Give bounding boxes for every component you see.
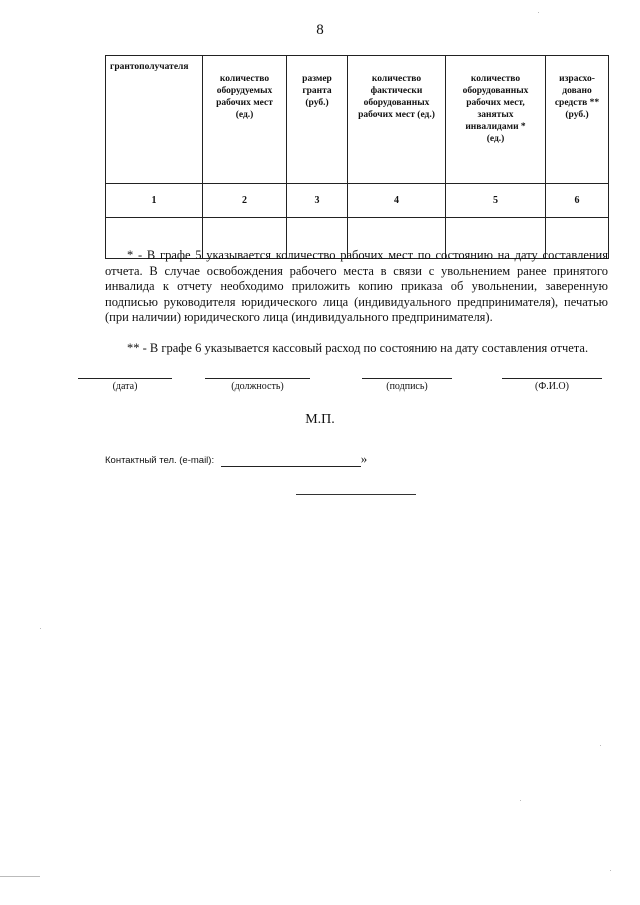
report-table: [105, 55, 609, 259]
table-header-row: [106, 56, 609, 184]
header-grant-recipient: грантополучателя: [106, 56, 203, 184]
scan-speck: [538, 12, 539, 13]
stamp-place: М.П.: [305, 412, 335, 427]
signature-date-label: (дата): [78, 378, 172, 392]
footnotes: [105, 248, 608, 356]
signature-fio: [502, 378, 602, 392]
column-number: 4: [348, 184, 446, 218]
scan-speck: [610, 870, 611, 871]
contact-label: Контактный тел. (e-mail):: [105, 455, 215, 466]
contact-blank-line: [221, 456, 361, 467]
page-number: 8: [316, 22, 324, 38]
footnote-column-5: * - В графе 5 указывается количество рабочих мест по состоянию на дату составления отчета. В случае освобождения рабочего места в связи с увольнением ранее принятого инвалида к отчету необходимо приложить копию приказа об увольнении, заверенную подписью руководителя юридического лица (индивидуального предпринимателя), печатью (при наличии) юридического лица (индивидуального предпринимателя).: [105, 248, 608, 324]
header-planned-workplaces: количество оборудуемых рабочих мест (ед.): [203, 56, 287, 184]
signature-sign: [362, 378, 452, 392]
scan-speck: [600, 745, 601, 746]
contact-quote: »: [360, 451, 368, 466]
header-occupied-workplaces: количество оборудованных рабочих мест, занятых инвалидами * (ед.): [446, 56, 546, 184]
table-number-row: [106, 184, 609, 218]
header-spent-funds: израсхо- довано средств ** (руб.): [546, 56, 609, 184]
signature-position: [205, 378, 310, 392]
signature-position-label: (должность): [205, 378, 310, 392]
scan-speck: [520, 800, 521, 801]
column-number: 3: [287, 184, 348, 218]
signature-fio-label: (Ф.И.О): [502, 378, 602, 392]
header-grant-size: размер гранта (руб.): [287, 56, 348, 184]
signature-date: [78, 378, 172, 392]
header-equipped-workplaces: количество фактически оборудованных рабочих мест (ед.): [348, 56, 446, 184]
column-number: 6: [546, 184, 609, 218]
contact-line: [105, 451, 367, 467]
bottom-rule: [296, 494, 416, 495]
signature-sign-label: (подпись): [362, 378, 452, 392]
scan-speck: [40, 628, 41, 629]
scan-edge-mark: [0, 876, 40, 877]
column-number: 5: [446, 184, 546, 218]
column-number: 2: [203, 184, 287, 218]
footnote-column-6: ** - В графе 6 указывается кассовый расход по состоянию на дату составления отчета.: [127, 340, 589, 355]
column-number: 1: [106, 184, 203, 218]
